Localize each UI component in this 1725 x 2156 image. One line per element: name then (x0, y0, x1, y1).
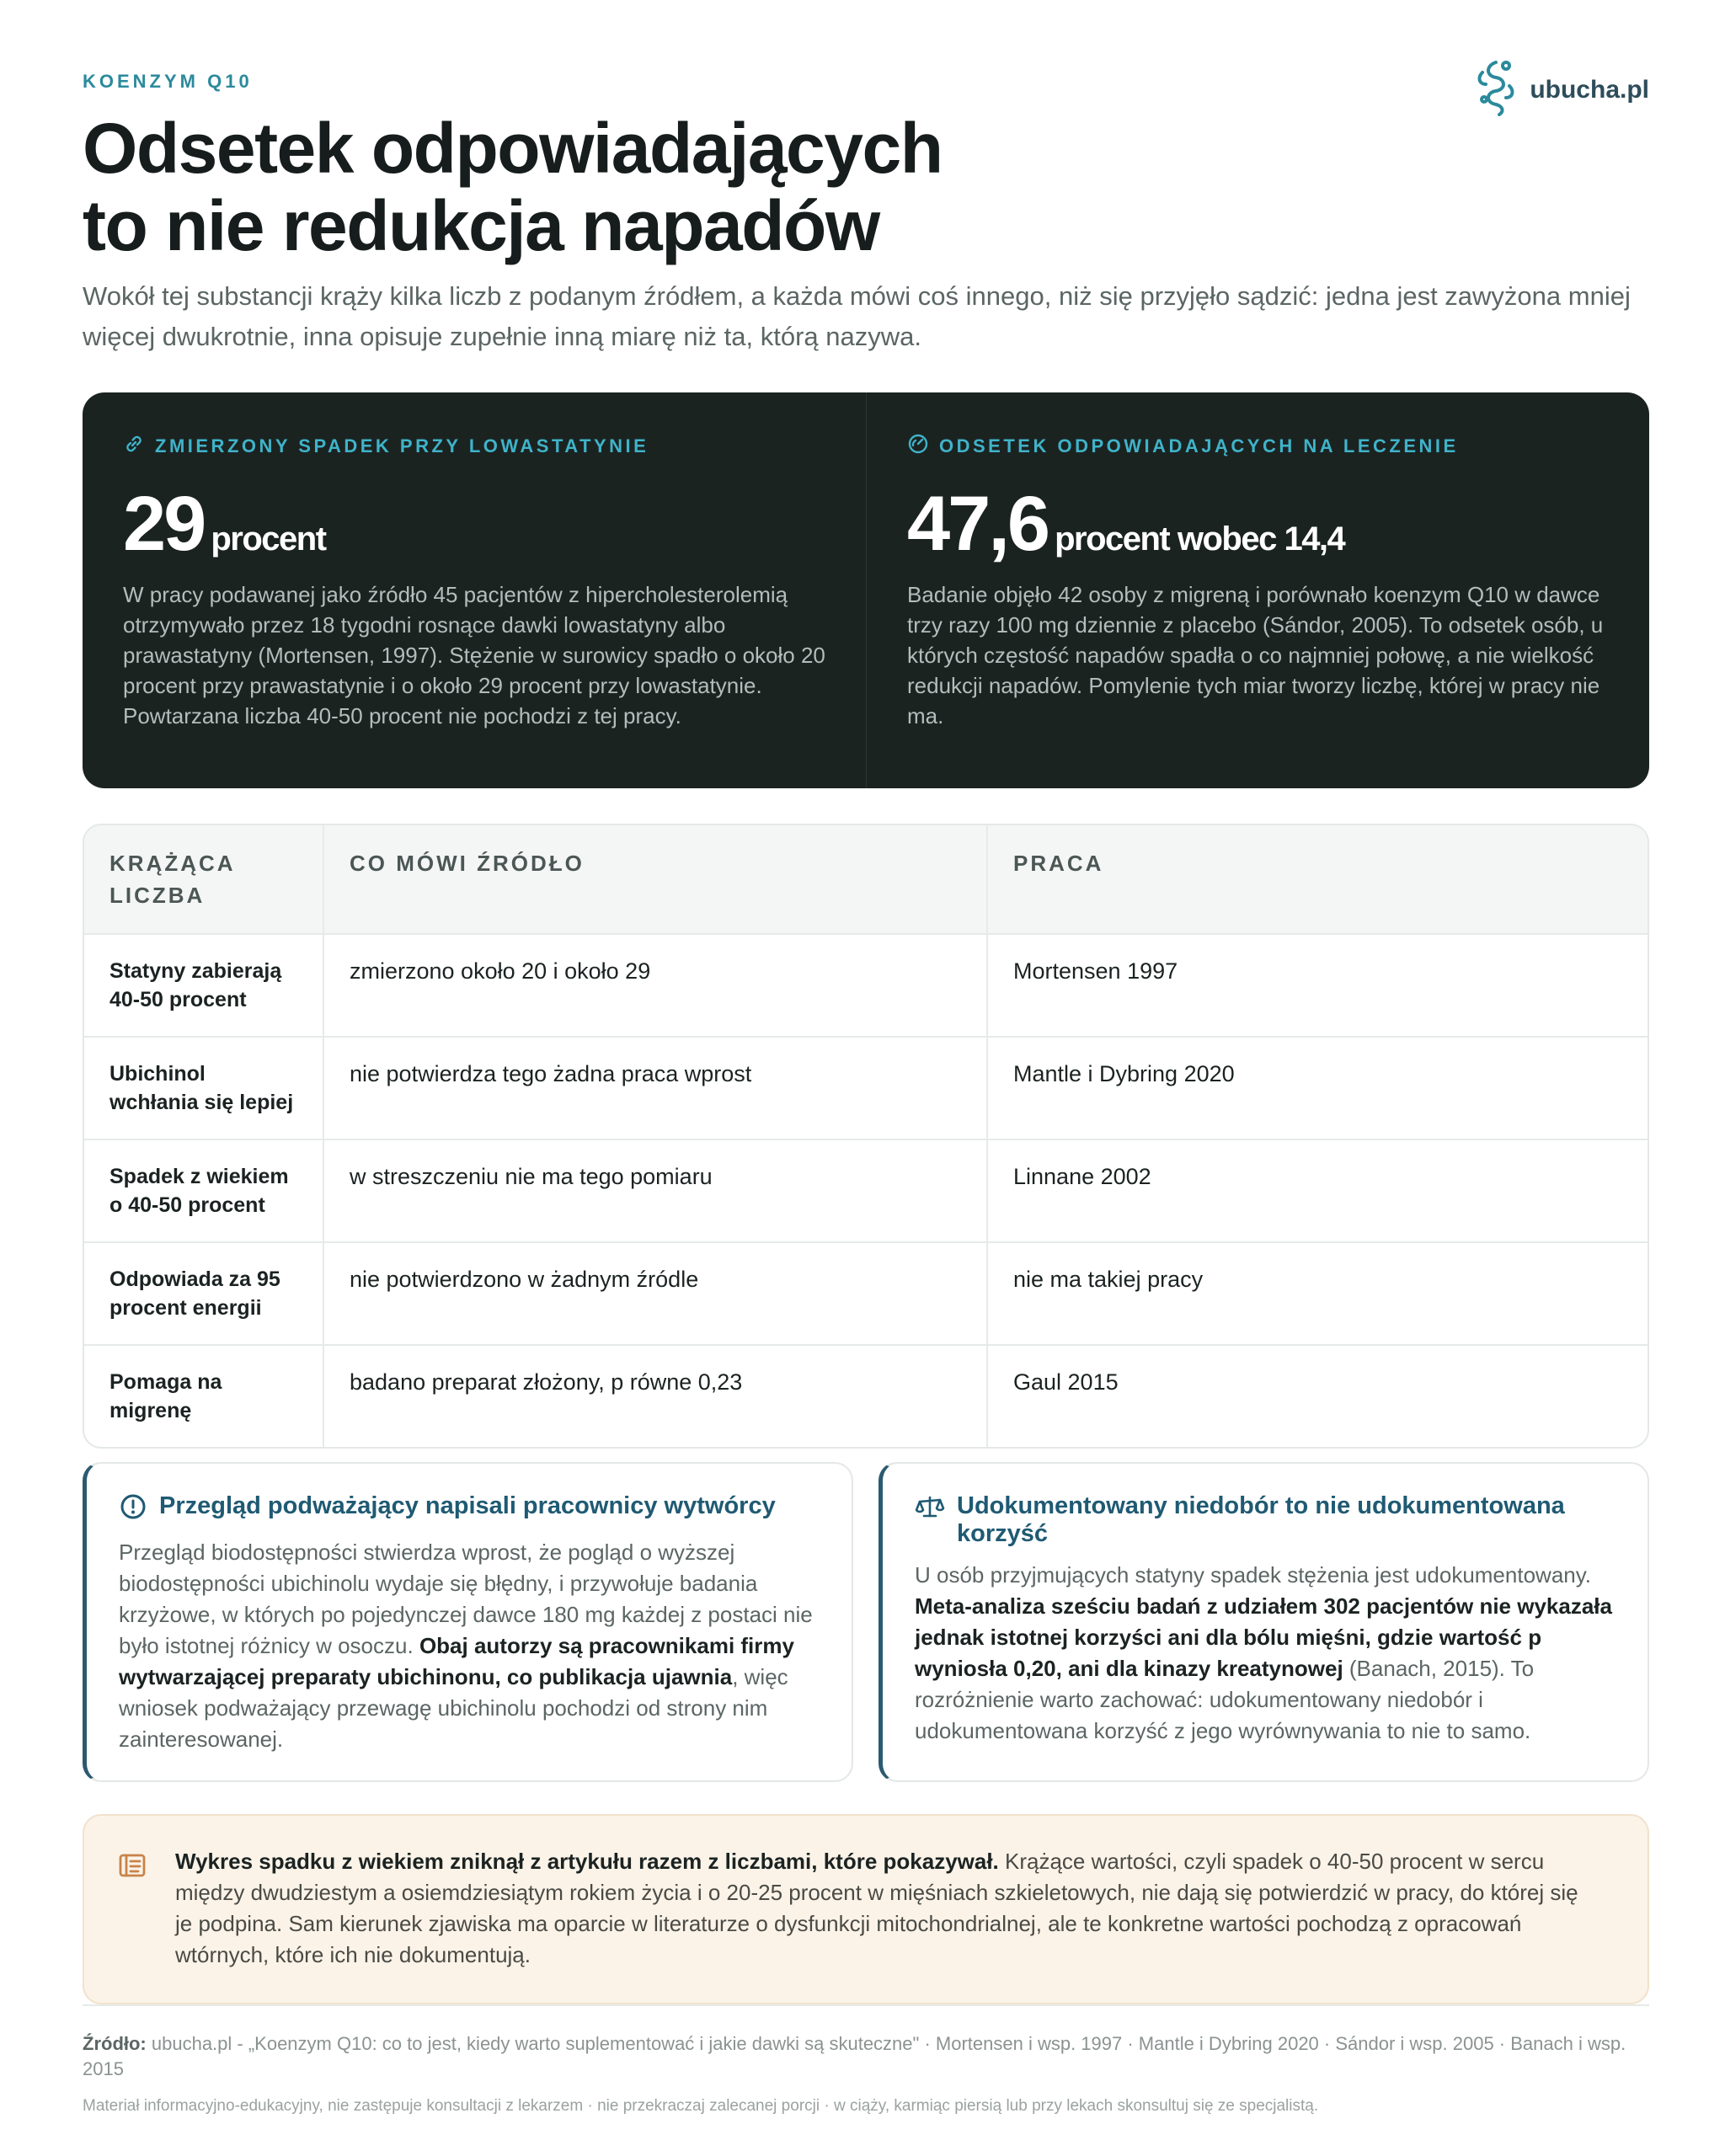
column-header-paper: PRACA (987, 825, 1648, 934)
callout-emphasis: Meta-analiza sześciu badań z udziałem 302 pacjentów nie wykazała jednak istotnej korzyści ani dla bólu mięśni, gdzie wartość p wyniosła 0,20, ani dla kinazy kreatynowej (915, 1593, 1612, 1681)
stat-label (123, 433, 825, 460)
brand-name: ubucha.pl (1530, 75, 1649, 104)
alert-circle-icon (119, 1492, 147, 1525)
table-header-row (84, 825, 1648, 934)
stat-number: 47,6 (907, 481, 1049, 567)
table-row (84, 1037, 1648, 1139)
callout-text: U osób przyjmujących statyny spadek stężenia jest udokumentowany. Meta-analiza sześciu badań z udziałem 302 pacjentów nie wykazała jednak istotnej korzyści ani dla bólu mięśni, gdzie wartość p wyniosła 0,20, ani dla kinazy kreatynowej (Banach, 2015). To rozróżnienie warto zachować: udokumentowany niedobór i udokumentowana korzyść z jego wyrównywania to nie to samo. (915, 1562, 1612, 1743)
paper-cell: Linnane 2002 (987, 1139, 1648, 1242)
stat-label (907, 433, 1609, 460)
note-text: Wykres spadku z wiekiem zniknął z artykułu razem z liczbami, które pokazywał. Krążące wartości, czyli spadek o 40-50 procent w sercu między dwudziestym a osiemdziesiątym rokiem życia i o 20-25 procent w mięśniach szkieletowych, nie dają się potwierdzić w pracy, do której się je podpina. Sam kierunek zjawiska ma oparcie w literaturze o dysfunkcji mitochondrialnej, ale te konkretne wartości pochodzą z opracowań wtórnych, które ich nie dokumentują. (175, 1849, 1578, 1967)
stat-label-text: ZMIERZONY SPADEK PRZY LOWASTATYNIE (155, 435, 649, 456)
brand-logo[interactable] (1474, 57, 1649, 122)
source-cell: w streszczeniu nie ma tego pomiaru (323, 1139, 987, 1242)
source-cell: zmierzono około 20 i około 29 (323, 934, 987, 1037)
footer-divider (83, 2004, 1649, 2006)
stat-unit: procent (211, 520, 326, 558)
page-title (83, 109, 1178, 264)
paper-cell: Gaul 2015 (987, 1345, 1648, 1447)
stat-number: 29 (123, 481, 205, 567)
source-label: Źródło: (83, 2033, 147, 2054)
claim-cell: Spadek z wiekiem o 40-50 procent (84, 1139, 323, 1242)
column-header-source: CO MÓWI ŹRÓDŁO (323, 825, 987, 934)
page (83, 0, 1649, 2115)
source-line: Źródło: ubucha.pl - „Koenzym Q10: co to jest, kiedy warto suplementować i jakie dawki są skuteczne" · Mortensen i wsp. 1997 · Mantle i Dybring 2020 · Sándor i wsp. 2005 · Banach i wsp. 2015 (83, 2033, 1626, 2079)
paper-cell: nie ma takiej pracy (987, 1242, 1648, 1345)
source-cell: badano preparat złożony, p równe 0,23 (323, 1345, 987, 1447)
table-row (84, 1345, 1648, 1447)
title-line-2: to nie redukcja napadów (83, 186, 879, 265)
callout-header (119, 1492, 820, 1525)
gauge-icon (907, 433, 929, 460)
callout-title: Przegląd podważający napisali pracownicy wytwórcy (159, 1492, 776, 1519)
paper-cell: Mortensen 1997 (987, 934, 1648, 1037)
stat-card-lovastatin (83, 392, 866, 788)
header (83, 0, 1649, 362)
source-cell: nie potwierdza tego żadna praca wprost (323, 1037, 987, 1139)
claim-cell: Pomaga na migrenę (84, 1345, 323, 1447)
claim-cell: Ubichinol wchłania się lepiej (84, 1037, 323, 1139)
claim-cell: Odpowiada za 95 procent energii (84, 1242, 323, 1345)
column-header-claim: KRĄŻĄCA LICZBA (84, 825, 323, 934)
table-row (84, 1139, 1648, 1242)
kicker: KOENZYM Q10 (83, 71, 253, 92)
age-decline-note (83, 1814, 1649, 2004)
article-icon (118, 1851, 147, 1884)
callout-text: Przegląd biodostępności stwierdza wprost, że pogląd o wyższej biodostępności ubichinolu wydaje się błędny, i przywołuje badania krzyżowe, w których po pojedynczej dawce 180 mg każdej z postaci nie było istotnej różnicy w osoczu. Obaj autorzy są pracownikami firmy wytwarzającej preparaty ubichinonu, co publikacja ujawnia, więc wniosek podważający przewagę ubichinolu pochodzi od strony nim zainteresowanej. (119, 1540, 813, 1752)
callout-deficiency (879, 1462, 1649, 1782)
link-icon (123, 433, 145, 460)
callout-manufacturer (83, 1462, 853, 1782)
kombucha-logo-icon (1474, 57, 1518, 122)
stat-value (907, 482, 1609, 566)
source-cell: nie potwierdzono w żadnym źródle (323, 1242, 987, 1345)
table-row (84, 1242, 1648, 1345)
stat-description: Badanie objęło 42 osoby z migreną i porównało koenzym Q10 w dawce trzy razy 100 mg dziennie z placebo (Sándor, 2005). To odsetek osób, u których częstość napadów spadła o co najmniej połowę, a nie wielkość redukcji napadów. Pomylenie tych miar tworzy liczbę, której w pracy nie ma. (907, 582, 1604, 728)
title-line-1: Odsetek odpowiadających (83, 109, 943, 188)
stat-value (123, 482, 825, 566)
callout-title: Udokumentowany niedobór to nie udokumentowana korzyść (957, 1492, 1565, 1547)
scale-icon (915, 1492, 945, 1525)
note-emphasis: Wykres spadku z wiekiem zniknął z artykułu razem z liczbami, które pokazywał. (175, 1849, 999, 1874)
stat-card-responders (866, 392, 1649, 788)
stat-label-text: ODSETEK ODPOWIADAJĄCYCH NA LECZENIE (939, 435, 1459, 456)
stat-description: W pracy podawanej jako źródło 45 pacjentów z hipercholesterolemią otrzymywało przez 18 tygodni rosnące dawki lowastatyny albo prawastatyny (Mortensen, 1997). Stężenie w surowicy spadło o około 20 procent przy prawastatynie i o około 29 procent przy lowastatynie. Powtarzana liczba 40-50 procent nie pochodzi z tej pracy. (123, 582, 825, 728)
stats-panel (83, 392, 1649, 788)
callout-emphasis: Obaj autorzy są pracownikami firmy wytwarzającej preparaty ubichinonu, co publikacja ujawnia (119, 1633, 794, 1689)
stat-unit: procent wobec 14,4 (1055, 520, 1345, 558)
paper-cell: Mantle i Dybring 2020 (987, 1037, 1648, 1139)
callouts-row (83, 1462, 1649, 1782)
lead-paragraph: Wokół tej substancji krąży kilka liczb z podanym źródłem, a każda mówi coś innego, niż się przyjęło sądzić: jedna jest zawyżona mniej więcej dwukrotnie, inna opisuje zupełnie inną miarę niż ta, którą nazywa. (83, 281, 1631, 351)
disclaimer: Materiał informacyjno-edukacyjny, nie zastępuje konsultacji z lekarzem · nie przekraczaj zalecanej porcji · w ciąży, karmiąc piersią lub przy lekach skonsultuj się ze specjalistą. (83, 2097, 1319, 2115)
table-row (84, 934, 1648, 1037)
claim-cell: Statyny zabierają 40-50 procent (84, 934, 323, 1037)
callout-header (915, 1492, 1616, 1548)
comparison-table (83, 824, 1649, 1449)
